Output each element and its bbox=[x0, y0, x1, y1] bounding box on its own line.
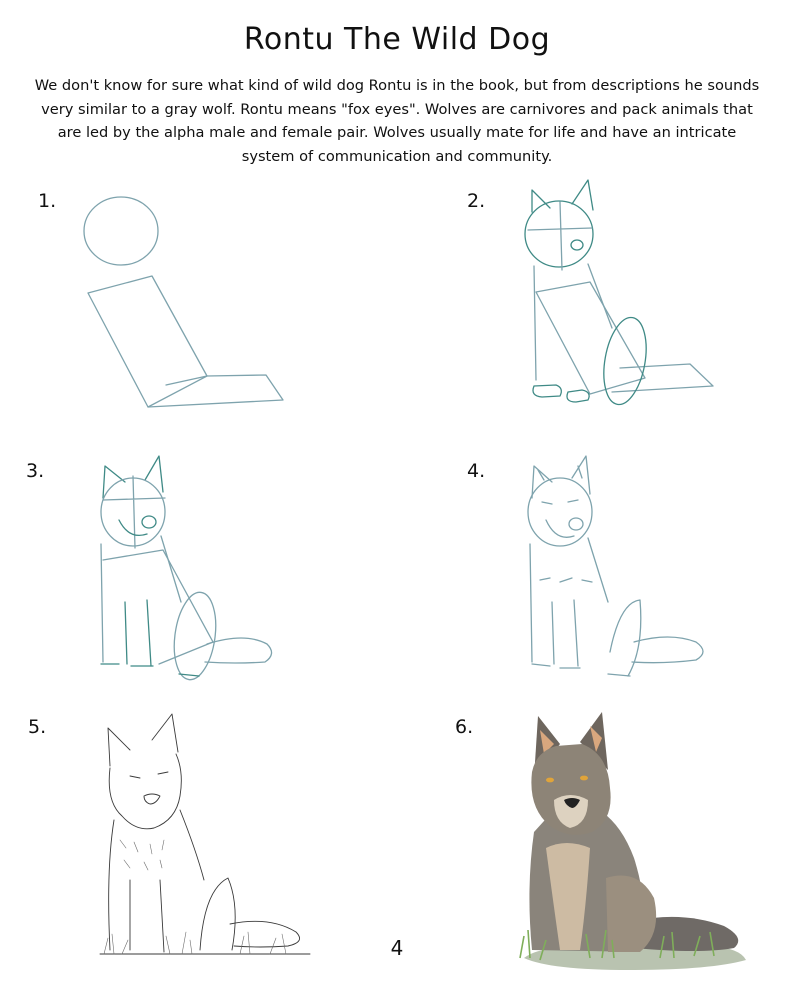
leg-ellipse bbox=[598, 314, 653, 408]
step-3-number: 3. bbox=[26, 460, 45, 482]
nose bbox=[142, 516, 156, 528]
step-5-number: 5. bbox=[28, 716, 47, 738]
step-2-drawing bbox=[520, 178, 720, 410]
chest-fur bbox=[540, 578, 592, 582]
step-4-number: 4. bbox=[467, 460, 486, 482]
front-paw-left bbox=[533, 385, 561, 397]
front-legs bbox=[552, 600, 578, 666]
paws bbox=[101, 664, 199, 676]
step-1-number: 1. bbox=[38, 190, 57, 212]
left-ear bbox=[108, 728, 130, 766]
intro-paragraph: We don't know for sure what kind of wild dog Rontu is in the book, but from descriptions he sounds very similar to a gray wolf. Rontu means "fox eyes". Wolves are carnivores and pack animals that are led by the alpha male and female pair. Wolves usually mate for life and have an intricate system of communication and community. bbox=[34, 77, 760, 165]
body-sides bbox=[109, 810, 204, 950]
nose bbox=[571, 240, 583, 250]
chest-guide bbox=[103, 550, 213, 664]
nose bbox=[144, 794, 160, 804]
leg-ellipse bbox=[169, 590, 221, 683]
left-ear bbox=[532, 466, 552, 498]
muzzle bbox=[119, 520, 147, 535]
step-2-number: 2. bbox=[467, 190, 486, 212]
right-eye bbox=[580, 776, 588, 781]
step-3-drawing bbox=[95, 452, 295, 684]
eyes bbox=[542, 500, 578, 504]
step-4-drawing bbox=[520, 452, 720, 684]
chest-fur bbox=[120, 840, 164, 870]
step-5-drawing bbox=[100, 710, 315, 970]
step-6-drawing bbox=[510, 708, 750, 973]
head-circle bbox=[84, 197, 158, 265]
head-outline bbox=[109, 754, 181, 829]
page-title: Rontu The Wild Dog bbox=[243, 22, 551, 57]
paws bbox=[532, 664, 630, 676]
left-ear bbox=[532, 190, 550, 212]
tail bbox=[632, 637, 703, 663]
body-sides bbox=[530, 538, 608, 662]
body-sides bbox=[101, 536, 181, 662]
step-1-drawing bbox=[70, 195, 310, 415]
left-eye bbox=[546, 778, 554, 783]
body-guide bbox=[88, 276, 207, 407]
step-6-number: 6. bbox=[455, 716, 474, 738]
nose bbox=[569, 518, 583, 530]
front-paw-right bbox=[567, 390, 589, 402]
page-number: 4 bbox=[390, 936, 404, 960]
front-legs bbox=[125, 600, 151, 666]
hind-leg bbox=[610, 600, 641, 676]
right-ear bbox=[152, 714, 178, 752]
head-circle bbox=[525, 201, 593, 267]
chest-guide bbox=[536, 282, 645, 394]
hind-leg bbox=[606, 876, 656, 953]
eyes bbox=[130, 772, 168, 778]
tail bbox=[205, 638, 272, 663]
haunch-guide bbox=[148, 375, 283, 407]
haunch-guide bbox=[612, 364, 713, 392]
